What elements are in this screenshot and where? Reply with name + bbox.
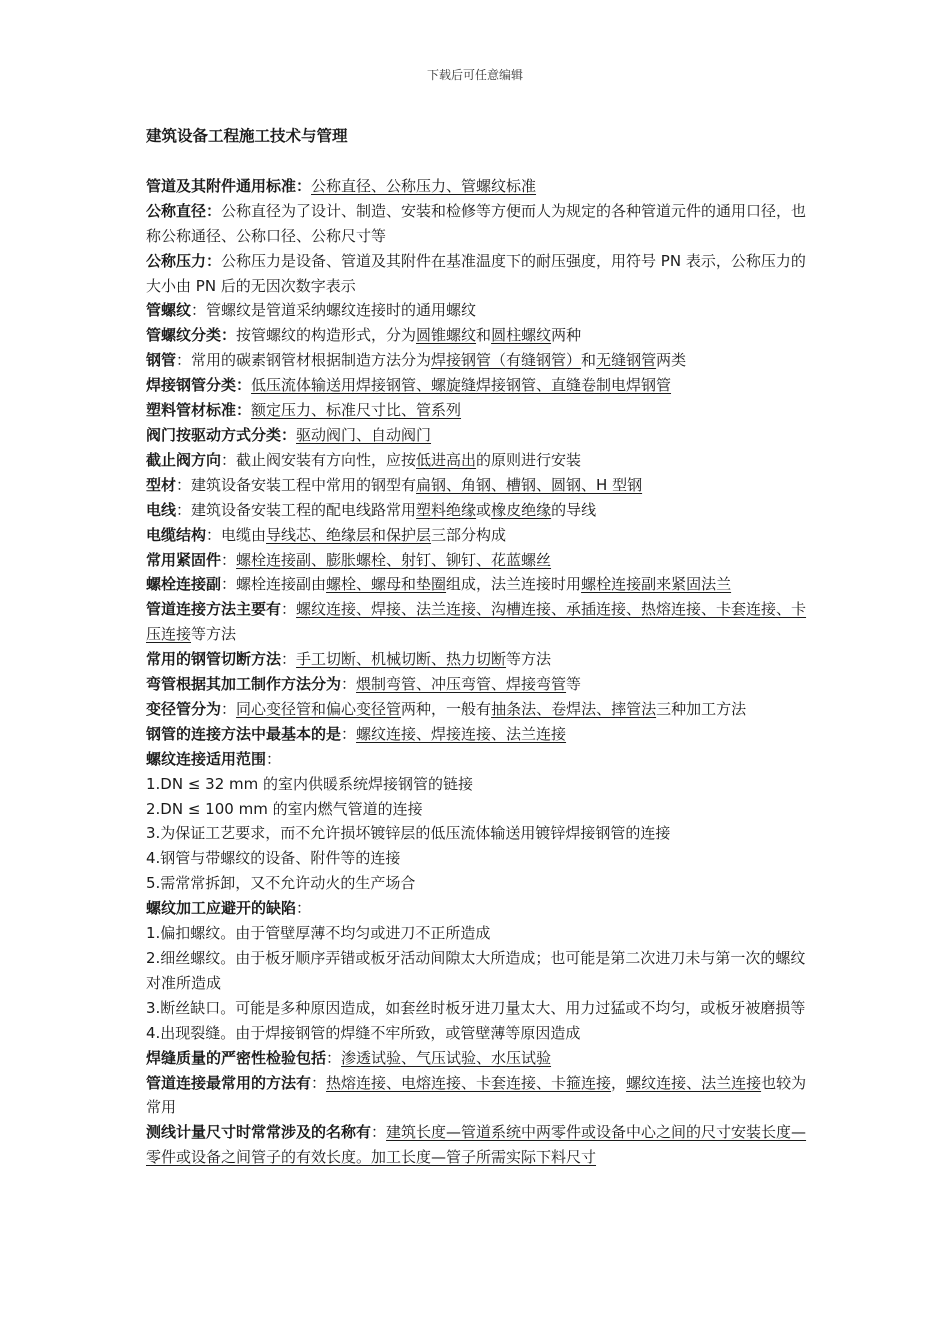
term-label: 变径管分为	[146, 699, 222, 718]
paragraph	[146, 498, 810, 523]
body-text: 3.为保证工艺要求，而不允许损坏镀锌层的低压流体输送用镀锌焊接钢管的连接	[146, 824, 671, 843]
term-label: 弯管根据其加工制作方法分为	[146, 675, 342, 694]
body-text: 2.细丝螺纹。由于板牙顺序弄错或板牙活动间隙太大所造成；也可能是第二次进刀未与第一次的螺纹对准所造成	[146, 949, 806, 992]
term-label: 钢管的连接方法中最基本的是	[146, 724, 342, 743]
body-text: 和	[476, 326, 492, 345]
body-text: 2.DN ≤ 100 mm 的室内燃气管道的连接	[146, 799, 423, 818]
paragraph	[146, 996, 810, 1021]
paragraph	[146, 523, 810, 548]
underlined-text: 低进高出	[416, 450, 477, 469]
term-label: 焊缝质量的严密性检验包括	[146, 1048, 327, 1067]
body-text: ：	[341, 675, 357, 694]
body-text: 按管螺纹的构造形式，分为	[236, 326, 417, 345]
underlined-text: 手工切断、机械切断、热力切断	[296, 650, 507, 669]
paragraph	[146, 896, 810, 921]
body-text: 的原则进行安装	[476, 450, 582, 469]
body-text: 两种	[551, 326, 582, 345]
underlined-text: 焊接钢管（有缝钢管）	[431, 351, 582, 370]
paragraph	[146, 672, 810, 697]
body-text: 也较为常用	[146, 1073, 807, 1117]
term-label: 电缆结构	[146, 525, 207, 544]
underlined-text: 螺栓、螺母和垫圈	[326, 575, 447, 594]
term-label: 截止阀方向	[146, 450, 222, 469]
term-label: 焊接钢管分类：	[146, 376, 252, 395]
underlined-text: 圆锥螺纹	[416, 326, 477, 345]
paragraph	[146, 647, 810, 672]
term-label: 螺纹加工应避开的缺陷	[146, 899, 297, 918]
term-label: 阀门按驱动方式分类：	[146, 425, 297, 444]
body-text: ：截止阀安装有方向性，应按	[221, 450, 417, 469]
body-text: ：	[221, 550, 237, 569]
body-text: 和	[581, 351, 597, 370]
body-text: 1.DN ≤ 32 mm 的室内供暖系统焊接钢管的链接	[146, 774, 474, 793]
underlined-text: 渗透试验、气压试验、水压试验	[341, 1048, 552, 1067]
body-text: ：螺栓连接副由	[221, 575, 327, 594]
paragraph	[146, 174, 810, 199]
term-label: 管道连接方法主要有	[146, 600, 282, 619]
body-text: ：	[296, 899, 312, 918]
paragraph	[146, 473, 810, 498]
page-header: 下载后可任意编辑	[426, 68, 523, 82]
paragraph	[146, 348, 810, 373]
term-label: 常用紧固件	[146, 550, 222, 569]
term-label: 常用的钢管切断方法	[146, 650, 282, 669]
body-text: 1.偏扣螺纹。由于管壁厚薄不均匀或进刀不正所造成	[146, 924, 491, 943]
body-text: 5.需常常拆卸，又不允许动火的生产场合	[146, 874, 416, 893]
body-text: ：	[371, 1123, 387, 1142]
document-title: 建筑设备工程施工技术与管理	[146, 127, 348, 145]
paragraph	[146, 249, 810, 299]
term-label: 管螺纹分类：	[146, 326, 237, 345]
underlined-text: 塑料绝缘	[416, 500, 477, 519]
body-text: ：常用的碳素钢管材根据制造方法分为	[176, 351, 432, 370]
paragraph	[146, 821, 810, 846]
paragraph	[146, 797, 810, 822]
paragraph	[146, 323, 810, 348]
paragraph	[146, 423, 810, 448]
term-label: 塑料管材标准：	[146, 401, 252, 420]
underlined-text: 螺栓连接副、膨胀螺栓、射钉、铆钉、花蓝螺丝	[236, 550, 552, 569]
underlined-text: 驱动阀门、自动阀门	[296, 425, 432, 444]
term-label: 电线	[146, 500, 177, 519]
body-text: ：	[326, 1048, 342, 1067]
term-label: 公称直径：	[146, 201, 222, 220]
body-text: 两种，一般有	[401, 699, 492, 718]
underlined-text: 煨制弯管、冲压弯管、焊接弯管	[356, 675, 567, 694]
body-text: 两类	[656, 351, 687, 370]
term-label: 管道连接最常用的方法有	[146, 1073, 312, 1092]
body-text: ：	[281, 600, 297, 619]
paragraph	[146, 373, 810, 398]
body-text: ，	[611, 1073, 627, 1092]
underlined-text: 螺纹连接、焊接连接、法兰连接	[356, 724, 567, 743]
body-text: ：	[281, 650, 297, 669]
paragraph	[146, 548, 810, 573]
underlined-text: 导线芯、绝缘层和保护层	[266, 525, 432, 544]
body-text: 等方法	[506, 650, 552, 669]
underlined-text: 螺纹连接、焊接、法兰连接、沟槽连接、承插连接、热熔连接、卡套连接、卡压连接	[146, 600, 807, 644]
body-text: 公称直径为了设计、制造、安装和检修等方便而人为规定的各种管道元件的通用口径，也称公称通径、公称口径、公称尺寸等	[146, 201, 807, 245]
paragraph-list	[146, 174, 810, 1170]
body-text: 三部分构成	[431, 525, 507, 544]
term-label: 管道及其附件通用标准：	[146, 176, 312, 195]
body-text: ：	[221, 699, 237, 718]
underlined-text: 热熔连接、电熔连接、卡套连接、卡箍连接	[326, 1073, 612, 1092]
body-text: 4.钢管与带螺纹的设备、附件等的连接	[146, 849, 401, 868]
underlined-text: 螺纹连接、法兰连接	[626, 1073, 762, 1092]
term-label: 测线计量尺寸时常常涉及的名称有	[146, 1123, 372, 1142]
term-label: 钢管	[146, 351, 177, 370]
paragraph	[146, 1021, 810, 1046]
body-text: ：建筑设备安装工程中常用的钢型有	[176, 475, 417, 494]
body-text: 组成，法兰连接时用	[446, 575, 582, 594]
body-text: 公称压力是设备、管道及其附件在基准温度下的耐压强度，用符号 PN 表示，公称压力的大小由 PN 后的无因次数字表示	[146, 251, 806, 295]
body-text: ：	[341, 724, 357, 743]
underlined-text: 额定压力、标准尺寸比、管系列	[251, 401, 462, 420]
underlined-text: 同心变径管和偏心变径管	[236, 699, 402, 718]
paragraph	[146, 448, 810, 473]
paragraph	[146, 398, 810, 423]
paragraph	[146, 747, 810, 772]
paragraph	[146, 772, 810, 797]
paragraph	[146, 871, 810, 896]
paragraph	[146, 946, 810, 996]
paragraph	[146, 1071, 810, 1121]
term-label: 管螺纹	[146, 301, 192, 320]
body-text: 的导线	[551, 500, 597, 519]
body-text: ：管螺纹是管道采纳螺纹连接时的通用螺纹	[191, 301, 477, 320]
paragraph	[146, 199, 810, 249]
document-body	[146, 124, 810, 1170]
body-text: ：	[311, 1073, 327, 1092]
term-label: 螺栓连接副	[146, 575, 222, 594]
paragraph	[146, 846, 810, 871]
paragraph	[146, 722, 810, 747]
underlined-text: 螺栓连接副来紧固法兰	[581, 575, 732, 594]
underlined-text: 圆柱螺纹	[491, 326, 552, 345]
paragraph	[146, 572, 810, 597]
underlined-text: 低压流体输送用焊接钢管、螺旋缝焊接钢管、直缝卷制电焊钢管	[251, 376, 672, 395]
underlined-text: 抽条法、卷焊法、摔管法	[491, 699, 657, 718]
body-text: 等方法	[191, 625, 237, 644]
body-text: ：建筑设备安装工程的配电线路常用	[176, 500, 417, 519]
paragraph	[146, 1046, 810, 1071]
paragraph	[146, 921, 810, 946]
body-text: 3.断丝缺口。可能是多种原因造成，如套丝时板牙进刀量太大、用力过猛或不均匀，或板牙被磨损等	[146, 998, 806, 1017]
term-label: 螺纹连接适用范围	[146, 749, 267, 768]
underlined-text: 橡皮绝缘	[491, 500, 552, 519]
body-text: 等	[566, 675, 582, 694]
underlined-text: 建筑长度—管道系统中两零件或设备中心之间的尺寸安装长度—零件或设备之间管子的有效长度。加工长度—管子所需实际下料尺寸	[146, 1123, 807, 1167]
term-label: 型材	[146, 475, 177, 494]
underlined-text: 公称直径、公称压力、管螺纹标准	[311, 176, 537, 195]
body-text: 4.出现裂缝。由于焊接钢管的焊缝不牢所致，或管壁薄等原因造成	[146, 1023, 581, 1042]
body-text: 或	[476, 500, 492, 519]
body-text: ：	[266, 749, 282, 768]
paragraph	[146, 298, 810, 323]
underlined-text: 无缝钢管	[596, 351, 657, 370]
paragraph	[146, 1120, 810, 1170]
body-text: 三种加工方法	[656, 699, 747, 718]
underlined-text: 扁钢、角钢、槽钢、圆钢、H 型钢	[416, 475, 643, 494]
term-label: 公称压力：	[146, 251, 222, 270]
body-text: ：电缆由	[206, 525, 267, 544]
paragraph	[146, 597, 810, 647]
paragraph	[146, 697, 810, 722]
